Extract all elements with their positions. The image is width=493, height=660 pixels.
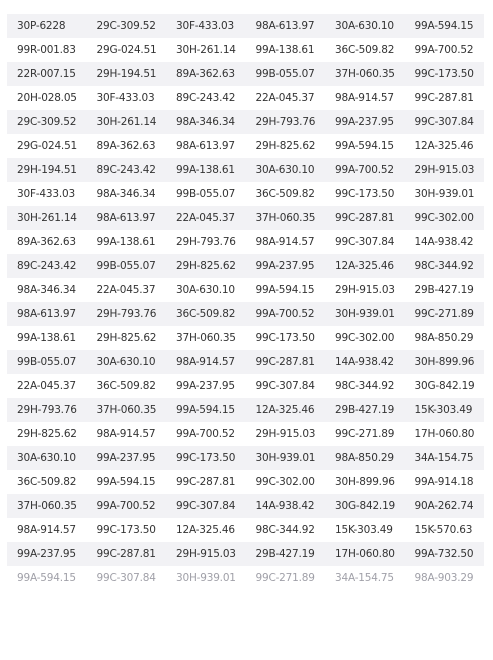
plate-number-cell[interactable]: 29H-915.03	[246, 422, 326, 446]
table-row	[7, 470, 484, 494]
plate-number-cell[interactable]: 30H-899.96	[405, 350, 485, 374]
plate-number-cell[interactable]: 20H-028.05	[7, 86, 87, 110]
plate-number-cell[interactable]: 99A-237.95	[87, 446, 167, 470]
plate-number-cell[interactable]: 89A-362.63	[7, 230, 87, 254]
plate-number-cell[interactable]: 99C-302.00	[405, 206, 485, 230]
plate-number-cell[interactable]: 99A-700.52	[166, 422, 246, 446]
plate-number-cell[interactable]: 99A-594.15	[7, 566, 87, 590]
plate-number-cell[interactable]: 89C-243.42	[87, 158, 167, 182]
plate-number-cell[interactable]: 99A-594.15	[246, 278, 326, 302]
plate-number-cell[interactable]: 15K-303.49	[405, 398, 485, 422]
plate-number-cell[interactable]: 98C-344.92	[325, 374, 405, 398]
plate-number-cell[interactable]: 89A-362.63	[166, 62, 246, 86]
table-row	[7, 398, 484, 422]
plate-number-cell[interactable]: 36C-509.82	[87, 374, 167, 398]
plate-number-cell[interactable]: 12A-325.46	[325, 254, 405, 278]
table-row	[7, 446, 484, 470]
plate-number-cell[interactable]: 14A-938.42	[405, 230, 485, 254]
plate-number-cell[interactable]: 99B-055.07	[246, 62, 326, 86]
plate-number-cell[interactable]: 99C-173.50	[405, 62, 485, 86]
plate-number-cell[interactable]: 22R-007.15	[7, 62, 87, 86]
plate-number-cell[interactable]: 30H-939.01	[325, 302, 405, 326]
plate-number-cell[interactable]: 98A-346.34	[166, 110, 246, 134]
plate-number-cell[interactable]: 99C-307.84	[166, 494, 246, 518]
plate-number-cell[interactable]: 14A-938.42	[246, 494, 326, 518]
plate-number-cell[interactable]: 99B-055.07	[7, 350, 87, 374]
plate-number-cell[interactable]: 36C-509.82	[166, 302, 246, 326]
table-row	[7, 38, 484, 62]
plate-number-cell[interactable]: 99A-594.15	[166, 398, 246, 422]
plate-number-cell[interactable]: 29H-194.51	[7, 158, 87, 182]
table-row	[7, 542, 484, 566]
plate-number-cell[interactable]: 99A-594.15	[405, 14, 485, 38]
plate-number-cell[interactable]: 99R-001.83	[7, 38, 87, 62]
plate-number-cell[interactable]: 99A-138.61	[7, 326, 87, 350]
plate-number-cell[interactable]: 99A-700.52	[246, 302, 326, 326]
plate-number-cell[interactable]: 29H-915.03	[405, 158, 485, 182]
plate-number-cell[interactable]: 99A-138.61	[246, 38, 326, 62]
plate-number-cell[interactable]: 30A-630.10	[166, 278, 246, 302]
plate-number-cell[interactable]: 29H-825.62	[166, 254, 246, 278]
plate-number-cell[interactable]: 99C-173.50	[87, 518, 167, 542]
plate-number-cell[interactable]: 99C-173.50	[325, 182, 405, 206]
plate-number-cell[interactable]: 30G-842.19	[405, 374, 485, 398]
plate-number-cell[interactable]: 30H-939.01	[166, 566, 246, 590]
plate-number-cell[interactable]: 98A-613.97	[87, 206, 167, 230]
plate-number-cell[interactable]: 98A-903.29	[405, 566, 485, 590]
plate-number-cell[interactable]: 30A-630.10	[7, 446, 87, 470]
plate-number-cell[interactable]: 17H-060.80	[405, 422, 485, 446]
table-row	[7, 278, 484, 302]
table-row	[7, 422, 484, 446]
table-row	[7, 158, 484, 182]
plate-number-cell[interactable]: 30F-433.03	[7, 182, 87, 206]
plate-number-cell[interactable]: 99C-307.84	[246, 374, 326, 398]
table-row	[7, 134, 484, 158]
plate-number-cell[interactable]: 98A-914.57	[325, 86, 405, 110]
plate-number-cell[interactable]: 90A-262.74	[405, 494, 485, 518]
plate-number-cell[interactable]: 29H-793.76	[7, 398, 87, 422]
plate-number-cell[interactable]: 99A-237.95	[166, 374, 246, 398]
plate-number-cell[interactable]: 29H-793.76	[246, 110, 326, 134]
plate-number-cell[interactable]: 29H-915.03	[166, 542, 246, 566]
plate-number-cell[interactable]: 30H-939.01	[246, 446, 326, 470]
plate-number-cell[interactable]: 29H-825.62	[246, 134, 326, 158]
plate-number-cell[interactable]: 99A-237.95	[325, 110, 405, 134]
plate-number-cell[interactable]: 89A-362.63	[87, 134, 167, 158]
plate-number-cell[interactable]: 30F-433.03	[87, 86, 167, 110]
plate-number-cell[interactable]: 89C-243.42	[7, 254, 87, 278]
plate-number-cell[interactable]: 98A-613.97	[246, 14, 326, 38]
plate-number-cell[interactable]: 12A-325.46	[246, 398, 326, 422]
plate-number-cell[interactable]: 98A-914.57	[87, 422, 167, 446]
plate-table-body	[7, 14, 484, 590]
plate-number-cell[interactable]: 99B-055.07	[87, 254, 167, 278]
plate-number-cell[interactable]: 34A-154.75	[325, 566, 405, 590]
plate-number-cell[interactable]: 99A-914.18	[405, 470, 485, 494]
plate-number-cell[interactable]: 99C-302.00	[325, 326, 405, 350]
table-row	[7, 374, 484, 398]
plate-number-cell[interactable]: 99C-287.81	[246, 350, 326, 374]
plate-number-cell[interactable]: 37H-060.35	[87, 398, 167, 422]
plate-number-cell[interactable]: 36C-509.82	[325, 38, 405, 62]
plate-number-cell[interactable]: 99C-173.50	[166, 446, 246, 470]
plate-number-cell[interactable]: 29H-793.76	[87, 302, 167, 326]
table-row	[7, 302, 484, 326]
plate-number-cell[interactable]: 29H-915.03	[325, 278, 405, 302]
plate-number-cell[interactable]: 99A-138.61	[87, 230, 167, 254]
plate-number-cell[interactable]: 14A-938.42	[325, 350, 405, 374]
plate-number-cell[interactable]: 99C-287.81	[87, 542, 167, 566]
plate-number-cell[interactable]: 99C-287.81	[325, 206, 405, 230]
plate-number-cell[interactable]: 22A-045.37	[166, 206, 246, 230]
table-row	[7, 110, 484, 134]
plate-number-cell[interactable]: 99C-271.89	[246, 566, 326, 590]
plate-number-cell[interactable]: 29B-427.19	[405, 278, 485, 302]
plate-number-cell[interactable]: 99B-055.07	[166, 182, 246, 206]
plate-number-cell[interactable]: 30H-261.14	[7, 206, 87, 230]
plate-number-cell[interactable]: 89C-243.42	[166, 86, 246, 110]
plate-number-cell[interactable]: 12A-325.46	[405, 134, 485, 158]
plate-number-cell[interactable]: 34A-154.75	[405, 446, 485, 470]
plate-number-cell[interactable]: 15K-303.49	[325, 518, 405, 542]
plate-number-cell[interactable]: 99C-271.89	[405, 302, 485, 326]
table-row	[7, 566, 484, 590]
plate-number-cell[interactable]: 98A-613.97	[7, 302, 87, 326]
plate-number-cell[interactable]: 17H-060.80	[325, 542, 405, 566]
plate-number-cell[interactable]: 99C-307.84	[87, 566, 167, 590]
table-row	[7, 518, 484, 542]
plate-number-cell[interactable]: 29G-024.51	[87, 38, 167, 62]
plate-number-cell[interactable]: 36C-509.82	[7, 470, 87, 494]
plate-number-cell[interactable]: 99A-732.50	[405, 542, 485, 566]
plate-number-cell[interactable]: 99C-271.89	[325, 422, 405, 446]
table-row	[7, 326, 484, 350]
plate-number-cell[interactable]: 37H-060.35	[246, 206, 326, 230]
plate-number-cell[interactable]: 22A-045.37	[246, 86, 326, 110]
plate-number-cell[interactable]: 99C-302.00	[246, 470, 326, 494]
plate-number-cell[interactable]: 30A-630.10	[246, 158, 326, 182]
table-row	[7, 206, 484, 230]
plate-number-cell[interactable]: 98C-344.92	[246, 518, 326, 542]
plate-number-cell[interactable]: 37H-060.35	[7, 494, 87, 518]
plate-number-cell[interactable]: 99A-700.52	[87, 494, 167, 518]
plate-number-cell[interactable]: 99A-237.95	[246, 254, 326, 278]
plate-number-cell[interactable]: 98A-914.57	[166, 350, 246, 374]
plate-number-cell[interactable]: 99A-700.52	[405, 38, 485, 62]
plate-number-cell[interactable]: 22A-045.37	[7, 374, 87, 398]
plate-number-cell[interactable]: 99A-700.52	[325, 158, 405, 182]
plate-number-cell[interactable]: 98A-346.34	[7, 278, 87, 302]
plate-number-cell[interactable]: 30H-899.96	[325, 470, 405, 494]
plate-number-cell[interactable]: 29H-194.51	[87, 62, 167, 86]
plate-number-cell[interactable]: 99A-138.61	[166, 158, 246, 182]
table-row	[7, 182, 484, 206]
plate-number-cell[interactable]: 98A-613.97	[166, 134, 246, 158]
plate-number-cell[interactable]: 29B-427.19	[246, 542, 326, 566]
plate-number-cell[interactable]: 37H-060.35	[325, 62, 405, 86]
plate-number-cell[interactable]: 29G-024.51	[7, 134, 87, 158]
plate-number-cell[interactable]: 99C-287.81	[405, 86, 485, 110]
plate-number-cell[interactable]: 15K-570.63	[405, 518, 485, 542]
plate-number-cell[interactable]: 29C-309.52	[7, 110, 87, 134]
table-row	[7, 86, 484, 110]
plate-number-table	[7, 14, 484, 590]
table-row	[7, 350, 484, 374]
plate-number-cell[interactable]: 30F-433.03	[166, 14, 246, 38]
plate-number-cell[interactable]: 99C-307.84	[325, 230, 405, 254]
plate-number-cell[interactable]: 99C-173.50	[246, 326, 326, 350]
plate-number-cell[interactable]: 98A-850.29	[325, 446, 405, 470]
table-row	[7, 62, 484, 86]
plate-number-cell[interactable]: 30A-630.10	[325, 14, 405, 38]
plate-number-cell[interactable]: 29H-825.62	[87, 326, 167, 350]
plate-number-cell[interactable]: 30H-261.14	[87, 110, 167, 134]
table-row	[7, 230, 484, 254]
plate-number-cell[interactable]: 30G-842.19	[325, 494, 405, 518]
plate-number-cell[interactable]: 98C-344.92	[405, 254, 485, 278]
plate-number-cell[interactable]: 30P-6228	[7, 14, 87, 38]
plate-number-cell[interactable]: 30H-939.01	[405, 182, 485, 206]
plate-number-cell[interactable]: 98A-914.57	[7, 518, 87, 542]
plate-number-cell[interactable]: 29C-309.52	[87, 14, 167, 38]
plate-number-cell[interactable]: 98A-346.34	[87, 182, 167, 206]
plate-number-cell[interactable]: 99A-237.95	[7, 542, 87, 566]
plate-number-cell[interactable]: 99C-307.84	[405, 110, 485, 134]
plate-number-cell[interactable]: 98A-850.29	[405, 326, 485, 350]
plate-number-cell[interactable]: 37H-060.35	[166, 326, 246, 350]
bottom-fade-overlay	[0, 616, 493, 660]
table-row	[7, 254, 484, 278]
plate-number-cell[interactable]: 98A-914.57	[246, 230, 326, 254]
plate-number-cell[interactable]: 29B-427.19	[325, 398, 405, 422]
table-row	[7, 14, 484, 38]
plate-number-cell[interactable]: 22A-045.37	[87, 278, 167, 302]
plate-number-cell[interactable]: 30H-261.14	[166, 38, 246, 62]
plate-number-cell[interactable]: 30A-630.10	[87, 350, 167, 374]
plate-number-cell[interactable]: 29H-825.62	[7, 422, 87, 446]
plate-number-cell[interactable]: 99A-594.15	[325, 134, 405, 158]
table-row	[7, 494, 484, 518]
plate-number-cell[interactable]: 99C-287.81	[166, 470, 246, 494]
plate-number-cell[interactable]: 99A-594.15	[87, 470, 167, 494]
plate-number-cell[interactable]: 29H-793.76	[166, 230, 246, 254]
plate-number-cell[interactable]: 36C-509.82	[246, 182, 326, 206]
plate-number-cell[interactable]: 12A-325.46	[166, 518, 246, 542]
